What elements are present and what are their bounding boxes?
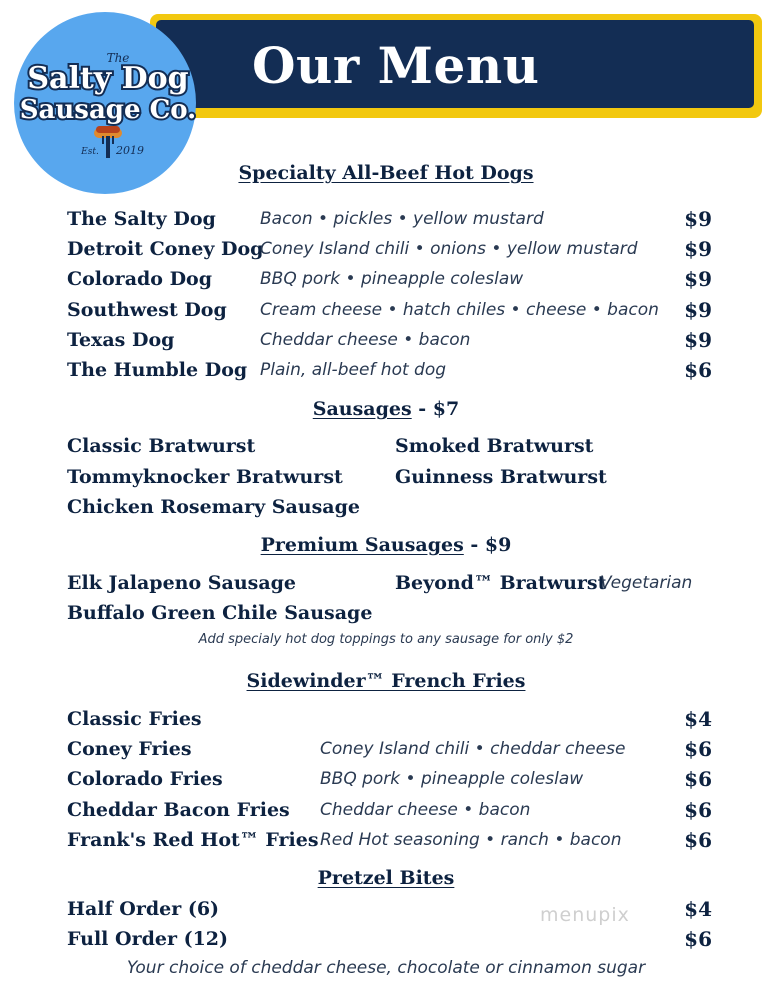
menu-item-price: $4 bbox=[684, 897, 712, 921]
sausages-heading-price: - $7 bbox=[411, 398, 460, 420]
sausages-heading-text: Sausages bbox=[312, 398, 412, 420]
menu-item-desc: BBQ pork • pineapple coleslaw bbox=[320, 769, 584, 789]
menu-item-name: Southwest Dog bbox=[67, 299, 227, 321]
menu-item-desc: Cheddar cheese • bacon bbox=[260, 330, 471, 350]
logo-line-1: Salty Dog bbox=[27, 61, 189, 96]
logo-year: 2019 bbox=[116, 144, 144, 157]
toppings-note: Add specialy hot dog toppings to any sausage for only $2 bbox=[198, 632, 574, 647]
menu-item-desc: Cream cheese • hatch chiles • cheese • bacon bbox=[260, 300, 659, 320]
menu-item-price: $9 bbox=[684, 298, 712, 322]
premium-heading-text: Premium Sausages bbox=[260, 534, 464, 556]
menu-item-name: Full Order (12) bbox=[67, 928, 228, 950]
menu-item-price: $9 bbox=[684, 328, 712, 352]
menu-item-price: $6 bbox=[684, 927, 712, 951]
sausage-item: Smoked Bratwurst bbox=[395, 435, 594, 457]
premium-sausage-item: Beyond™ Bratwurst bbox=[395, 572, 607, 594]
logo-the: The bbox=[106, 51, 130, 65]
watermark: menupix bbox=[540, 904, 630, 926]
menu-item-price: $6 bbox=[684, 828, 712, 852]
page-title: Our Menu bbox=[252, 36, 540, 95]
menu-item-price: $6 bbox=[684, 767, 712, 791]
menu-item-desc: Cheddar cheese • bacon bbox=[320, 800, 531, 820]
menu-item-name: Detroit Coney Dog bbox=[67, 238, 264, 260]
sausage-item: Tommyknocker Bratwurst bbox=[67, 466, 343, 488]
hot-dogs-heading-text: Specialty All-Beef Hot Dogs bbox=[238, 162, 534, 184]
menu-item-price: $6 bbox=[684, 798, 712, 822]
menu-item-name: Colorado Fries bbox=[67, 768, 223, 790]
menu-item-name: Texas Dog bbox=[67, 329, 175, 351]
menu-item-desc: BBQ pork • pineapple coleslaw bbox=[260, 269, 524, 289]
pretzel-footnote: Your choice of cheddar cheese, chocolate or cinnamon sugar bbox=[126, 958, 646, 978]
premium-sausage-item: Buffalo Green Chile Sausage bbox=[67, 602, 373, 624]
premium-heading-price: - $9 bbox=[463, 534, 512, 556]
sausage-item: Guinness Bratwurst bbox=[395, 466, 607, 488]
menu-item-price: $9 bbox=[684, 267, 712, 291]
section-heading-hot-dogs bbox=[0, 162, 772, 184]
logo-est: Est. bbox=[81, 147, 99, 157]
vegetarian-note: Vegetarian bbox=[600, 573, 693, 593]
menu-item-desc: Bacon • pickles • yellow mustard bbox=[260, 209, 544, 229]
sausage-item: Chicken Rosemary Sausage bbox=[67, 496, 360, 518]
section-heading-fries bbox=[0, 670, 772, 692]
section-heading-pretzel-bites bbox=[0, 867, 772, 889]
menu-item-name: Classic Fries bbox=[67, 708, 202, 730]
pretzel-heading-text: Pretzel Bites bbox=[317, 867, 455, 889]
menu-item-desc: Coney Island chili • onions • yellow mustard bbox=[260, 239, 638, 259]
menu-item-desc: Coney Island chili • cheddar cheese bbox=[320, 739, 626, 759]
fries-heading-text: Sidewinder™ French Fries bbox=[246, 670, 526, 692]
menu-item-price: $9 bbox=[684, 207, 712, 231]
menu-item-desc: Red Hot seasoning • ranch • bacon bbox=[320, 830, 622, 850]
menu-item-name: Coney Fries bbox=[67, 738, 192, 760]
sausage-item: Classic Bratwurst bbox=[67, 435, 256, 457]
logo-line-2: Sausage Co. bbox=[19, 95, 196, 125]
section-heading-sausages bbox=[0, 398, 772, 420]
menu-item-name: The Salty Dog bbox=[67, 208, 216, 230]
menu-item-name: Frank's Red Hot™ Fries bbox=[67, 829, 319, 851]
menu-item-name: The Humble Dog bbox=[67, 359, 248, 381]
menu-item-price: $9 bbox=[684, 237, 712, 261]
menu-item-price: $4 bbox=[684, 707, 712, 731]
menu-item-price: $6 bbox=[684, 358, 712, 382]
menu-item-name: Colorado Dog bbox=[67, 268, 213, 290]
menu-item-desc: Plain, all-beef hot dog bbox=[260, 360, 447, 380]
section-heading-premium-sausages bbox=[0, 534, 772, 556]
menu-item-price: $6 bbox=[684, 737, 712, 761]
premium-sausage-item: Elk Jalapeno Sausage bbox=[67, 572, 297, 594]
menu-item-name: Half Order (6) bbox=[67, 898, 220, 920]
menu-item-name: Cheddar Bacon Fries bbox=[67, 799, 290, 821]
